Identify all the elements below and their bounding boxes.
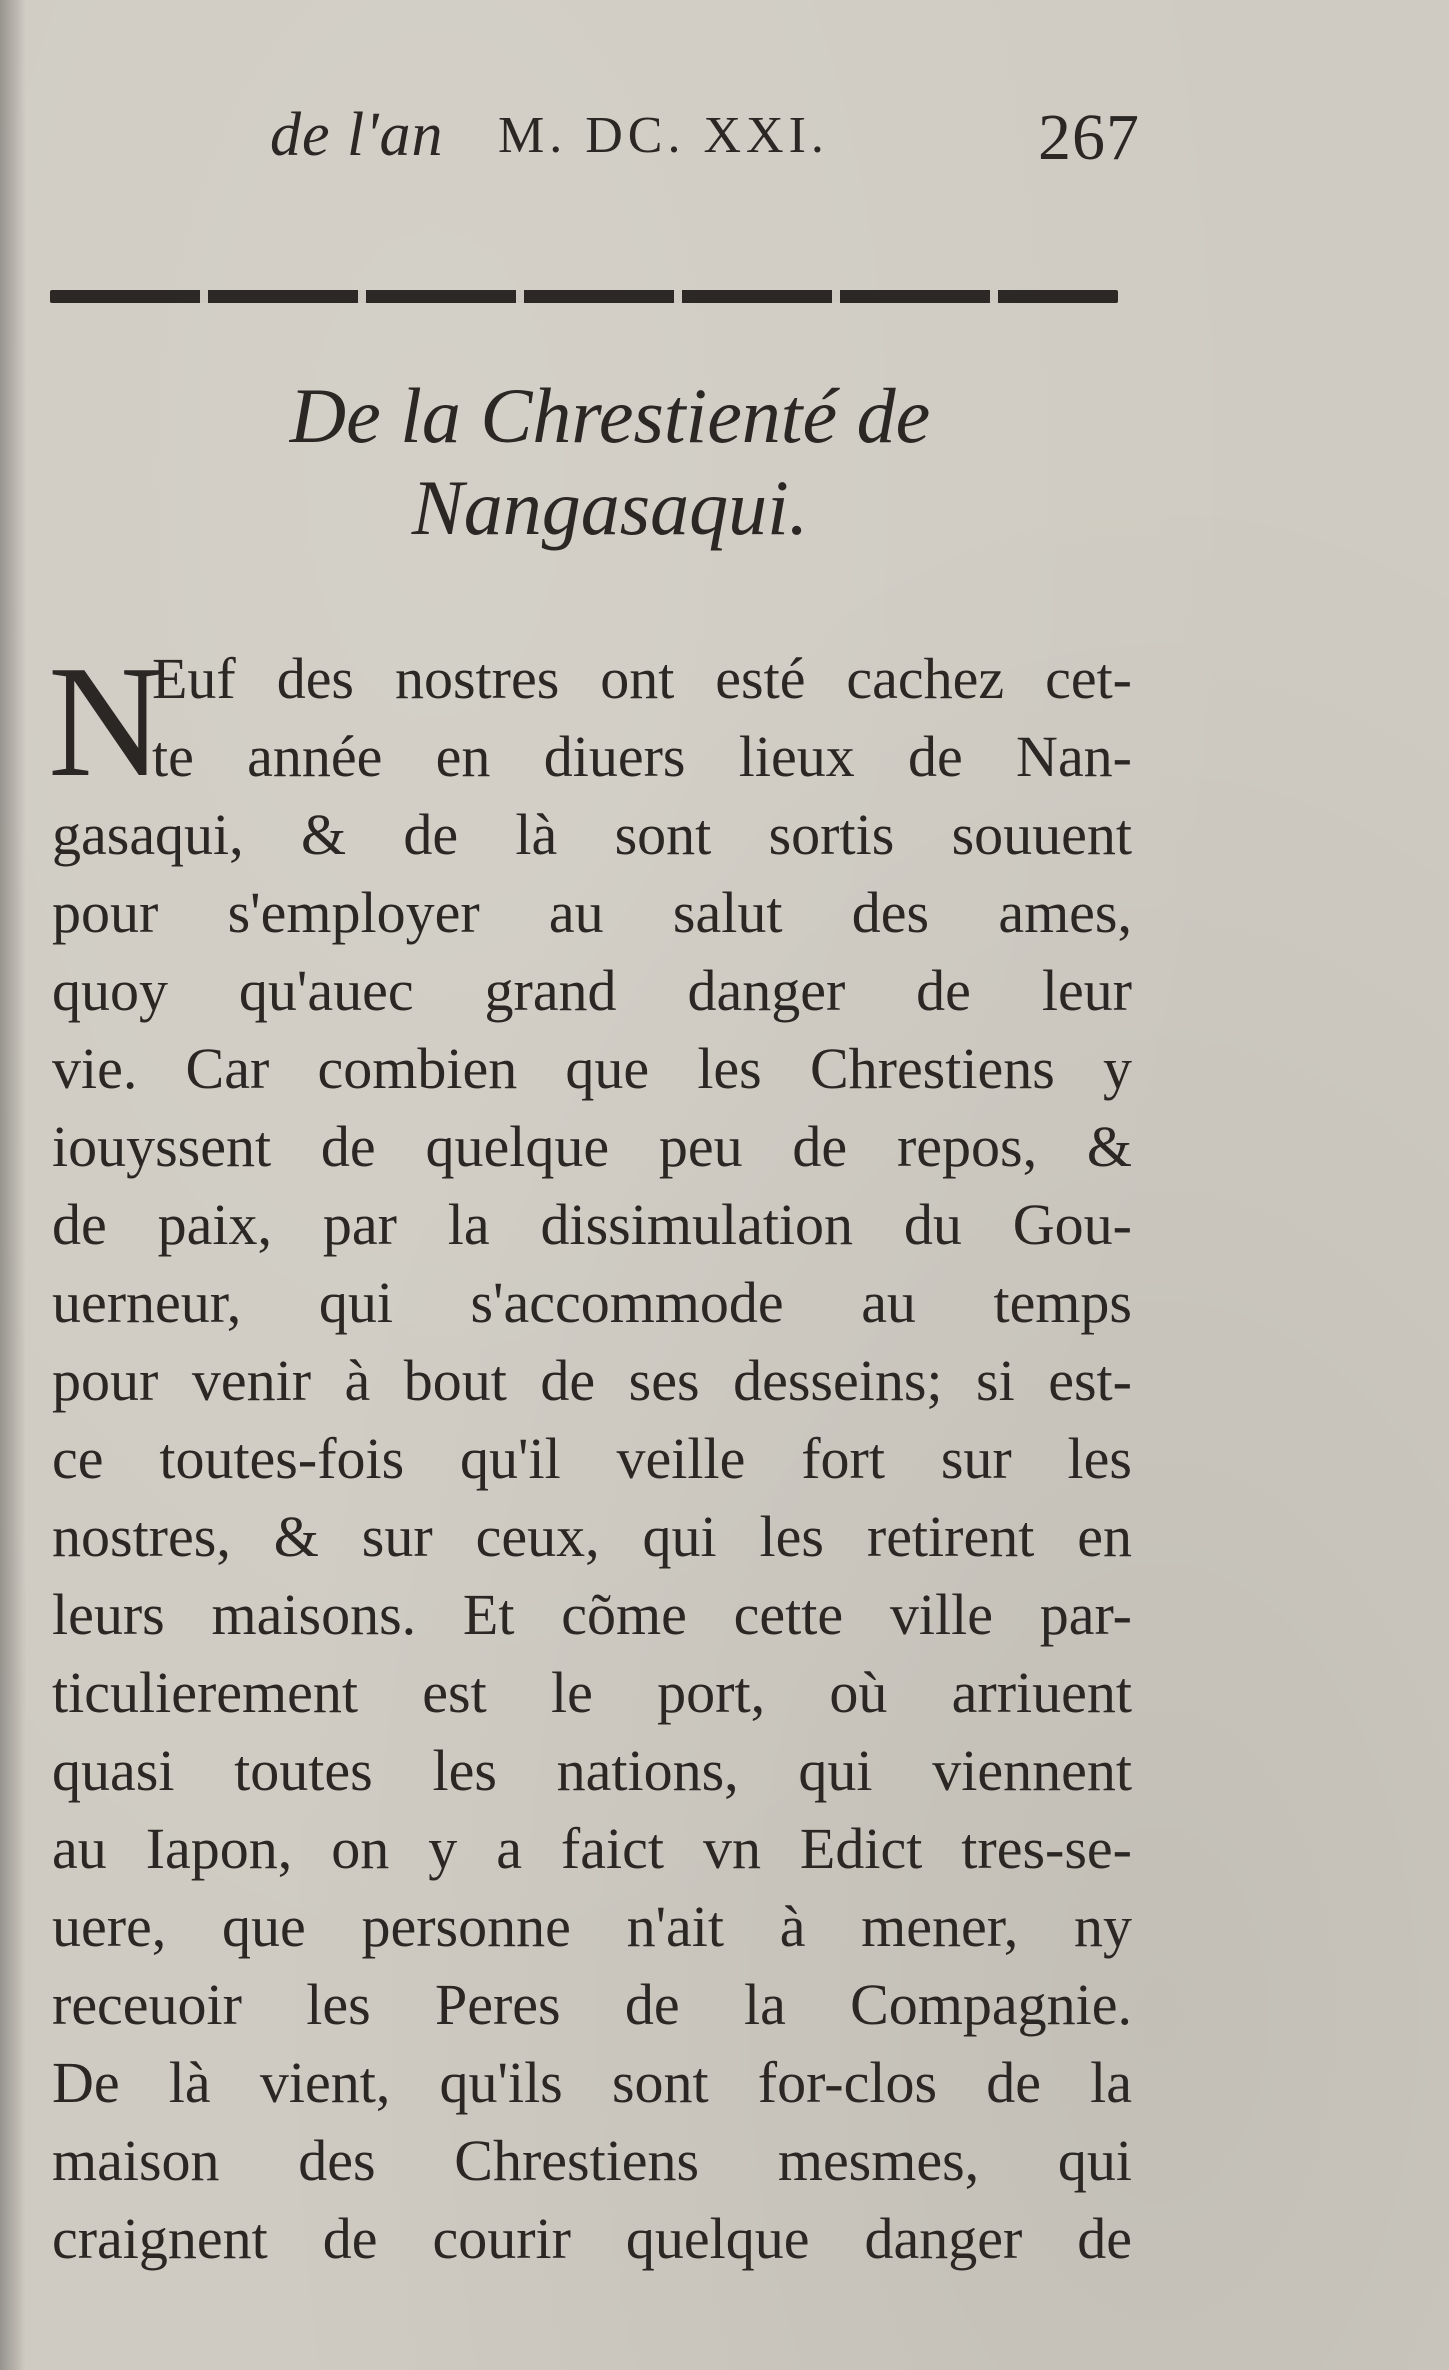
running-head-italic: de l'an	[270, 101, 444, 169]
text-line: maison des Chrestiens mesmes, qui	[52, 2128, 1132, 2193]
page-number: 267	[1038, 101, 1140, 174]
text-line: au Iapon, on y a faict vn Edict tres-se-	[52, 1816, 1132, 1881]
section-title-line-1: De la Chrestienté de	[289, 372, 931, 459]
drop-cap: N	[48, 632, 164, 810]
text-line: quoy qu'auec grand danger de leur	[52, 958, 1132, 1023]
text-line: te année en diuers lieux de Nan-	[152, 724, 1132, 789]
running-head-year: M. DC. XXI.	[498, 107, 829, 164]
text-line: uere, que personne n'ait à mener, ny	[52, 1894, 1132, 1959]
text-line: gasaqui, & de là sont sortis souuent	[52, 802, 1132, 867]
text-line: uerneur, qui s'accommode au temps	[52, 1270, 1132, 1335]
body-text	[48, 632, 1132, 2278]
text-line: ce toutes-fois qu'il veille fort sur les	[52, 1426, 1132, 1491]
text-line: nostres, & sur ceux, qui les retirent en	[52, 1504, 1132, 1569]
text-line: pour s'employer au salut des ames,	[52, 880, 1132, 945]
section-title-line-2: Nangasaqui.	[411, 464, 809, 551]
running-head	[270, 100, 1140, 190]
gutter-shadow	[0, 0, 26, 2370]
text-line: de paix, par la dissimulation du Gou-	[52, 1192, 1132, 1257]
text-line: ticulierement est le port, où arriuent	[52, 1660, 1132, 1725]
text-line: receuoir les Peres de la Compagnie.	[52, 1972, 1132, 2037]
header-rule	[50, 290, 1118, 303]
section-title	[200, 370, 1020, 554]
text-line: quasi toutes les nations, qui viennent	[52, 1738, 1132, 1803]
text-line: iouyssent de quelque peu de repos, &	[52, 1114, 1132, 1179]
text-line: pour venir à bout de ses desseins; si est-	[52, 1348, 1132, 1413]
text-line: craignent de courir quelque danger de	[52, 2206, 1132, 2271]
text-line: leurs maisons. Et cõme cette ville par-	[52, 1582, 1132, 1647]
text-line: vie. Car combien que les Chrestiens y	[52, 1036, 1132, 1101]
text-line: De là vient, qu'ils sont for-clos de la	[52, 2050, 1132, 2115]
text-line: Euf des nostres ont esté cachez cet-	[152, 646, 1132, 711]
